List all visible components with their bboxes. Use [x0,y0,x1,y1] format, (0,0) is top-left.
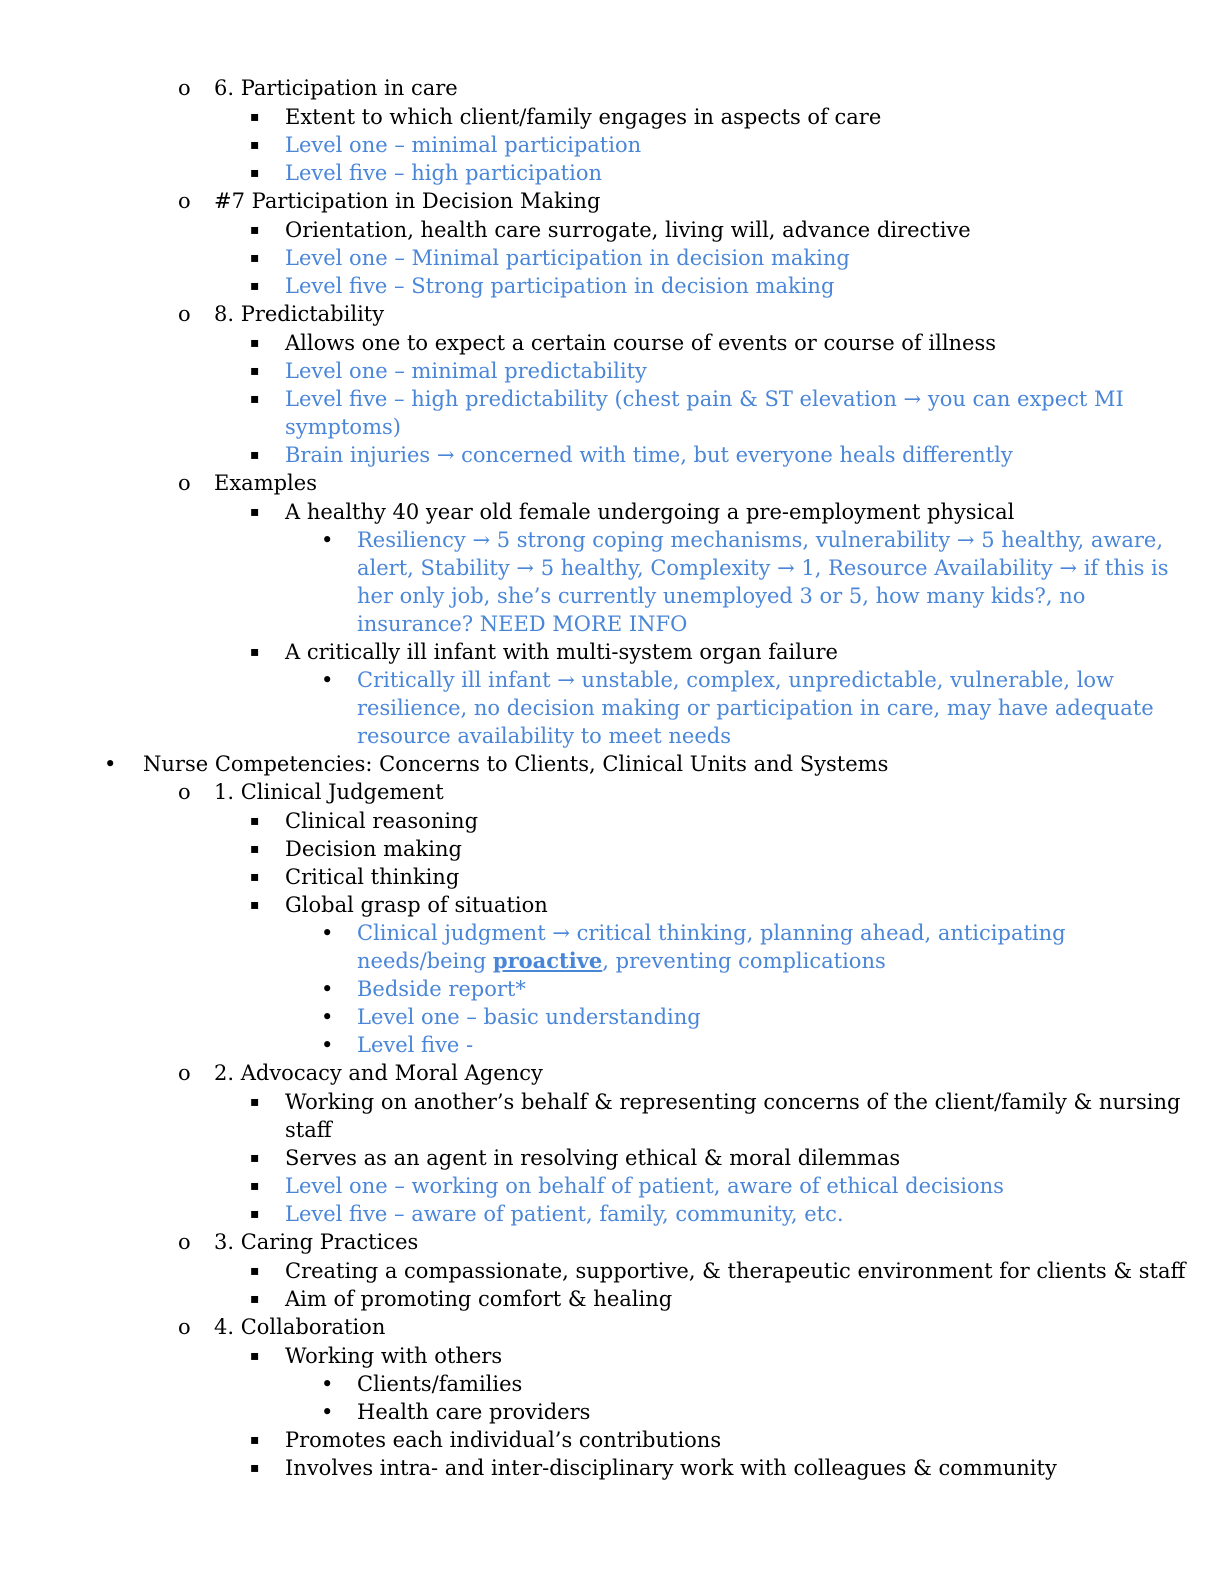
note-text: resilience, no decision making or participation in care, may have adequate [357,696,1154,720]
list-item [0,1454,1224,1482]
item-text: Promotes each individual’s contributions [285,1428,722,1452]
list-item [0,638,1224,666]
list-item [0,159,1224,187]
note-text: Level five – Strong participation in decision making [285,274,835,298]
arrow-icon: → [777,556,795,580]
item-text: A critically ill infant with multi-system organ failure [285,640,838,664]
list-item [0,74,1224,102]
list-item [0,1257,1224,1285]
list-item [0,1200,1224,1228]
item-text: Working with others [285,1344,503,1368]
list-item [0,1398,1224,1426]
square-bullet-icon: ▪ [250,391,260,407]
circle-bullet-icon: o [178,1315,191,1339]
list-item-continuation [0,413,1224,441]
square-bullet-icon: ▪ [250,335,260,351]
item-text: Decision making [285,837,462,861]
heading-participation-in-care: 6. Participation in care [214,76,458,100]
note-text: Level five - [357,1033,474,1057]
list-item [0,329,1224,357]
list-item [0,131,1224,159]
heading-predictability: 8. Predictability [214,302,385,326]
list-item [0,469,1224,497]
square-bullet-icon: ▪ [250,1206,260,1222]
square-bullet-icon: ▪ [250,363,260,379]
list-item [0,1003,1224,1031]
note-text: Level five – high participation [285,161,603,185]
square-bullet-icon: ▪ [250,447,260,463]
note-text: Level one – working on behalf of patient, aware of ethical decisions [285,1174,1004,1198]
item-text: Health care providers [357,1400,591,1424]
square-bullet-icon: ▪ [250,278,260,294]
list-item [0,300,1224,328]
round-bullet-icon: • [321,668,334,692]
list-item-continuation [0,947,1224,975]
heading-decision-making: #7 Participation in Decision Making [214,189,601,213]
round-bullet-icon: • [321,1400,334,1424]
item-text: Creating a compassionate, supportive, & therapeutic environment for clients & staff [285,1259,1186,1283]
list-item [0,216,1224,244]
note-text: Level one – basic understanding [357,1005,701,1029]
note-text: resource availability to meet needs [357,724,731,748]
item-text: Extent to which client/family engages in aspects of care [285,105,882,129]
square-bullet-icon: ▪ [250,1460,260,1476]
arrow-icon: → [903,387,922,411]
square-bullet-icon: ▪ [250,1348,260,1364]
note-text: Level one – minimal predictability [285,359,647,383]
round-bullet-icon: • [104,752,117,776]
item-text: Aim of promoting comfort & healing [285,1287,673,1311]
list-item [0,1342,1224,1370]
square-bullet-icon: ▪ [250,813,260,829]
item-text: Serves as an agent in resolving ethical & moral dilemmas [285,1146,901,1170]
list-item-continuation [0,722,1224,750]
arrow-icon: → [552,921,570,945]
arrow-icon: → [472,528,491,552]
list-item [0,1285,1224,1313]
square-bullet-icon: ▪ [250,1150,260,1166]
item-text: Working on another’s behalf & representing concerns of the client/family & nursing [285,1090,1181,1114]
list-item [0,807,1224,835]
square-bullet-icon: ▪ [250,222,260,238]
item-text: Clients/families [357,1372,523,1396]
list-item-continuation [0,610,1224,638]
list-item [0,1144,1224,1172]
square-bullet-icon: ▪ [250,1178,260,1194]
list-item [0,778,1224,806]
item-text: Global grasp of situation [285,893,548,917]
list-item [0,666,1224,694]
round-bullet-icon: • [321,1033,334,1057]
list-item [0,1059,1224,1087]
list-item-continuation [0,694,1224,722]
round-bullet-icon: • [321,977,334,1001]
circle-bullet-icon: o [178,780,191,804]
heading-nurse-competencies: Nurse Competencies: Concerns to Clients, Clinical Units and Systems [143,752,889,776]
list-item [0,244,1224,272]
list-item [0,385,1224,413]
note-text: Resiliency → 5 strong coping mechanisms, vulnerability → 5 healthy, aware, [357,528,1163,552]
round-bullet-icon: • [321,528,334,552]
list-item [0,835,1224,863]
square-bullet-icon: ▪ [250,1291,260,1307]
round-bullet-icon: • [321,1005,334,1029]
square-bullet-icon: ▪ [250,1432,260,1448]
heading-examples: Examples [214,471,317,495]
item-text: Clinical reasoning [285,809,479,833]
list-item [0,272,1224,300]
list-item [0,103,1224,131]
item-text: staff [285,1118,332,1142]
list-item [0,1426,1224,1454]
arrow-icon: → [1059,556,1078,580]
list-item [0,1031,1224,1059]
list-item-continuation [0,582,1224,610]
note-text: symptoms) [285,415,401,439]
note-text: Level five – high predictability (chest pain & ST elevation → you can expect MI [285,387,1124,411]
heading-advocacy: 2. Advocacy and Moral Agency [214,1061,543,1085]
note-text: Level five – aware of patient, family, community, etc. [285,1202,844,1226]
heading-caring-practices: 3. Caring Practices [214,1230,419,1254]
circle-bullet-icon: o [178,1061,191,1085]
list-item [0,187,1224,215]
list-item [0,1228,1224,1256]
note-text: Bedside report* [357,977,526,1001]
arrow-icon: → [557,668,575,692]
list-item [0,357,1224,385]
arrow-icon: → [436,443,455,467]
list-item [0,1313,1224,1341]
square-bullet-icon: ▪ [250,137,260,153]
round-bullet-icon: • [321,921,334,945]
square-bullet-icon: ▪ [250,109,260,125]
circle-bullet-icon: o [178,471,191,495]
note-text: her only job, she’s currently unemployed 3 or 5, how many kids?, no [357,584,1086,608]
item-text: Orientation, health care surrogate, living will, advance directive [285,218,971,242]
note-text: Level one – minimal participation [285,133,642,157]
square-bullet-icon: ▪ [250,841,260,857]
note-text: insurance? NEED MORE INFO [357,612,688,636]
circle-bullet-icon: o [178,1230,191,1254]
note-text: alert, Stability → 5 healthy, Complexity → 1, Resource Availability → if this is [357,556,1169,580]
note-text: Clinical judgment → critical thinking, planning ahead, anticipating [357,921,1066,945]
list-item [0,1088,1224,1116]
square-bullet-icon: ▪ [250,250,260,266]
list-item-continuation [0,554,1224,582]
square-bullet-icon: ▪ [250,644,260,660]
list-item [0,975,1224,1003]
list-item [0,441,1224,469]
list-item [0,526,1224,554]
list-item [0,750,1224,778]
heading-clinical-judgement: 1. Clinical Judgement [214,780,444,804]
list-item [0,863,1224,891]
list-item [0,1370,1224,1398]
round-bullet-icon: • [321,1372,334,1396]
arrow-icon: → [956,528,975,552]
square-bullet-icon: ▪ [250,1094,260,1110]
circle-bullet-icon: o [178,189,191,213]
square-bullet-icon: ▪ [250,504,260,520]
emphasis-proactive: proactive [492,948,603,973]
item-text: A healthy 40 year old female undergoing a pre-employment physical [285,500,1015,524]
square-bullet-icon: ▪ [250,1263,260,1279]
item-text: Critical thinking [285,865,460,889]
note-text: Brain injuries → concerned with time, but everyone heals differently [285,443,1013,467]
list-item [0,919,1224,947]
note-text: Level one – Minimal participation in decision making [285,246,850,270]
list-item [0,891,1224,919]
note-text: Critically ill infant → unstable, complex, unpredictable, vulnerable, low [357,668,1115,692]
arrow-icon: → [516,556,535,580]
circle-bullet-icon: o [178,76,191,100]
list-item-continuation [0,1116,1224,1144]
note-text: needs/being proactive, preventing complications [357,948,886,973]
circle-bullet-icon: o [178,302,191,326]
square-bullet-icon: ▪ [250,165,260,181]
square-bullet-icon: ▪ [250,869,260,885]
square-bullet-icon: ▪ [250,897,260,913]
list-item [0,498,1224,526]
heading-collaboration: 4. Collaboration [214,1315,386,1339]
item-text: Involves intra- and inter-disciplinary work with colleagues & community [285,1456,1057,1480]
list-item [0,1172,1224,1200]
item-text: Allows one to expect a certain course of events or course of illness [285,331,997,355]
